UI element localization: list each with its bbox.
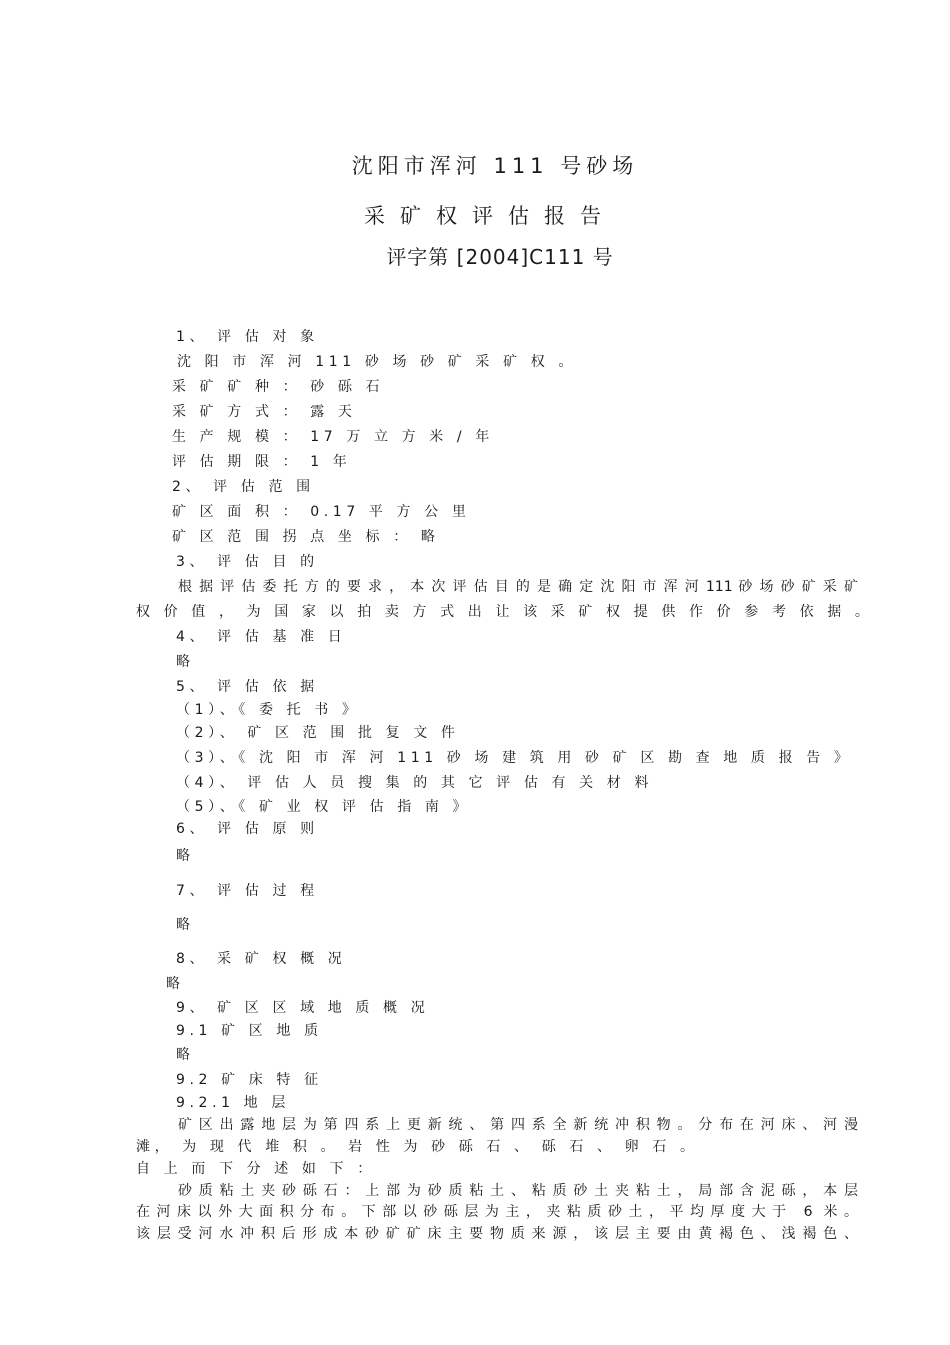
text-line: 生 产 规 模 ： 17 万 立 方 米 / 年 (172, 429, 494, 445)
text-line: 略 (176, 654, 195, 670)
section-heading-5: 5、 评 估 依 据 (176, 679, 319, 695)
paragraph-line: 该层受河水冲积后形成本砂矿矿床主要物质来源，该层主要由黄褐色、浅褐色、 (136, 1226, 858, 1242)
section-heading-3: 3、 评 估 目 的 (176, 554, 319, 570)
text-line: 略 (166, 976, 185, 992)
text-line: 略 (176, 1047, 195, 1063)
subsection-heading: 9.2.1 地 层 (176, 1095, 290, 1111)
subsection-heading: 9.1 矿 区 地 质 (176, 1023, 323, 1039)
text-line: 略 (176, 917, 195, 933)
report-number: 评字第 [2004]C111 号 (386, 245, 614, 269)
text-line: 沈 阳 市 浑 河 111 砂 场 砂 矿 采 矿 权 。 (177, 354, 577, 370)
text-line: 评 估 期 限 ： 1 年 (172, 454, 352, 470)
report-title-line1: 沈阳市浑河 111 号砂场 (351, 154, 639, 178)
report-title-line2: 采矿权评估报告 (364, 204, 616, 228)
paragraph-line: 滩， 为 现 代 堆 积 。 岩 性 为 砂 砾 石 、 砾 石 、 卵 石 。 (136, 1139, 699, 1155)
paragraph-line: 在河床以外大面积分布。下部以砂砾层为主，夹粘质砂土，平均厚度大于 6 米。 (136, 1204, 858, 1220)
section-heading-4: 4、 评 估 基 准 日 (176, 629, 347, 645)
subsection-heading: 9.2 矿 床 特 征 (176, 1072, 323, 1088)
section-heading-8: 8、 采 矿 权 概 况 (176, 951, 347, 967)
paragraph-line: 权 价 值 ， 为 国 家 以 拍 卖 方 式 出 让 该 采 矿 权 提 供 作 价 参 考 依 据 。 (136, 604, 874, 620)
list-item: （5）、《 矿 业 权 评 估 指 南 》 (176, 799, 472, 815)
paragraph-line: 矿区出露地层为第四系上更新统、第四系全新统冲积物。分布在河床、河漫 (178, 1117, 858, 1133)
list-item: （1）、《 委 托 书 》 (176, 702, 361, 718)
list-item: （3）、《 沈 阳 市 浑 河 111 砂 场 建 筑 用 砂 矿 区 勘 查 地 质 报 告 》 (176, 750, 853, 766)
paragraph-line: 自 上 而 下 分 述 如 下 ： (136, 1161, 376, 1177)
text-line: 矿 区 范 围 拐 点 坐 标 ： 略 (172, 529, 440, 545)
text-line: 矿 区 面 积 ： 0.17 平 方 公 里 (172, 504, 471, 520)
section-heading-2: 2、 评 估 范 围 (172, 479, 315, 495)
list-item: （2）、 矿 区 范 围 批 复 文 件 (176, 725, 460, 741)
section-heading-1: 1、 评 估 对 象 (176, 329, 319, 345)
text-line: 略 (176, 848, 195, 864)
paragraph-line: 根 据 评 估 委 托 方 的 要 求 ， 本 次 评 估 目 的 是 确 定 沈 阳 市 浑 河 111 砂 场 砂 矿 采 矿 (178, 579, 858, 595)
text-line: 采 矿 矿 种 ： 砂 砾 石 (172, 379, 385, 395)
list-item: （4）、 评 估 人 员 搜 集 的 其 它 评 估 有 关 材 料 (176, 775, 654, 791)
section-heading-7: 7、 评 估 过 程 (176, 883, 319, 899)
section-heading-6: 6、 评 估 原 则 (176, 821, 319, 837)
paragraph-line: 砂质粘土夹砂砾石：上部为砂质粘土、粘质砂土夹粘土，局部含泥砾，本层 (178, 1183, 858, 1199)
text-line: 采 矿 方 式 ： 露 天 (172, 404, 357, 420)
section-heading-9: 9、 矿 区 区 域 地 质 概 况 (176, 1000, 430, 1016)
